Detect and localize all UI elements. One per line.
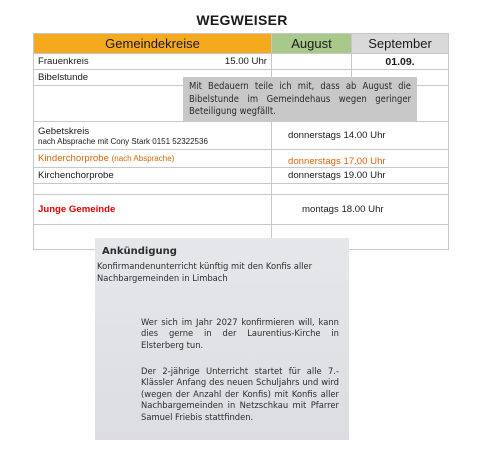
row-kirchenchorprobe: Kirchenchorprobe [34,168,272,184]
table-row [34,122,449,150]
announcement-paragraph-2: Der 2-jährige Unterricht startet für alle 7.-Klässler Anfang des neuen Schuljahrs und wird (wegen der Anzahl der Konfis) mit Konfis aller Nachbargemeinden in Netzschkau mit Pfarrer Samuel Friebis stattfinden. [141,366,339,422]
row-name: Kinderchorprobe [38,153,109,164]
row-bibelstunde: Bibelstunde [34,70,272,86]
table-row [34,184,449,195]
row-kinderchorprobe [34,150,272,168]
table-row [34,54,449,70]
page-title: WEGWEISER [196,12,288,28]
row-time: 15.00 Uhr [224,56,267,67]
announcement-heading: Ankündigung [102,246,177,257]
row-note: nach Absprache mit Cony Stark 0151 52322536 [38,136,208,146]
table-row [34,195,449,225]
table-row [34,150,449,168]
schedule-table [33,33,449,250]
header-september: September [352,34,449,54]
table-header [34,34,449,54]
row-junge-gemeinde: Junge Gemeinde [34,195,272,225]
cell-august: donnerstags 14.00 Uhr [272,122,449,150]
header-august: August [272,34,352,54]
table-row [34,168,449,184]
row-note: (nach Absprache) [111,154,175,163]
row-name: Frauenkreis [38,56,89,67]
cell-august: montags 18.00 Uhr [272,195,449,225]
announcement-subtitle: Konfirmandenunterricht künftig mit den Konfis aller Nachbargemeinden in Limbach [97,261,313,283]
cell-august [272,54,352,70]
row-frauenkreis [34,54,272,70]
announcement-clipping [95,238,349,440]
bibelstunde-notice: Mit Bedauern teile ich mit, dass ab August die Bibelstunde im Gemeindehaus wegen geringer Beteiligung wegfällt. [183,77,417,121]
cell-august: donnerstags 19.00 Uhr [272,168,449,184]
row-name: Gebetskreis [38,125,90,137]
row-gebetskreis [34,122,272,150]
cell-september: 01.09. [352,54,449,70]
header-gemeindekreise: Gemeindekreise [34,34,272,54]
cell-august: donnerstags 17.00 Uhr [272,150,449,168]
announcement-paragraph-1: Wer sich im Jahr 2027 konfirmieren will, kann dies gerne in der Laurentius-Kirche in Elsterberg tun. [141,317,339,350]
